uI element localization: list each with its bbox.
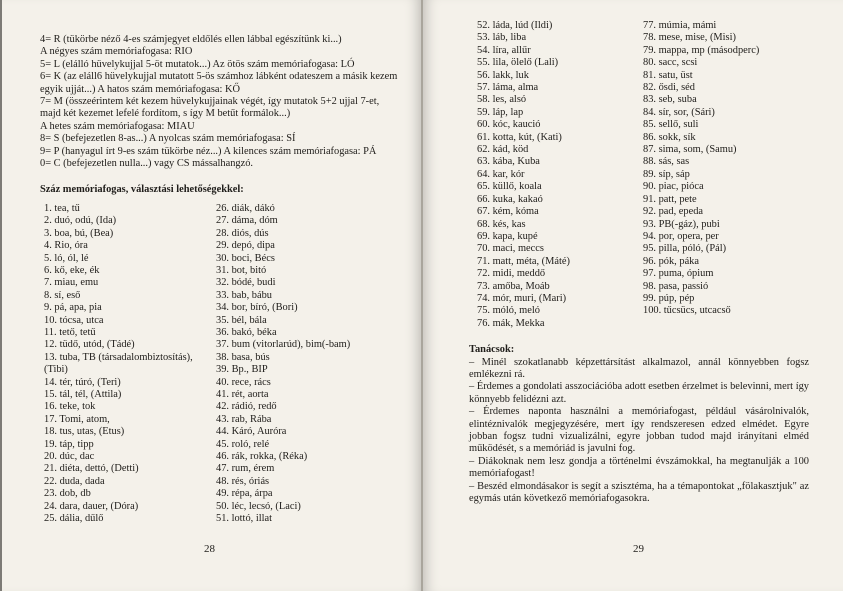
tip-paragraph: – Diákoknak nem lesz gondja a történelmi évszámokkal, ha megtanulják a 100 memóriafogast! [469, 455, 809, 480]
list-item: 57. láma, alma [477, 82, 539, 94]
list-item: 44. Káró, Auróra [216, 426, 287, 438]
list-item: 75. móló, meló [477, 305, 540, 317]
list-item: 99. púp, pép [643, 292, 695, 304]
intro-line: 8= S (befejezetlen 8-as...) A nyolcas szám memóriafogasa: SÍ [40, 133, 296, 145]
list-item: 55. lila, ölelő (Lali) [477, 57, 559, 69]
list-item: 42. rádió, redő [216, 401, 277, 413]
list-item: 29. depó, dipa [216, 240, 275, 252]
list-item: 11. tető, tetű [44, 326, 96, 338]
list-item: 18. tus, utas, (Etus) [44, 426, 125, 438]
left-page [2, 0, 421, 591]
list-item: 32. bódé, budi [216, 277, 276, 289]
list-item: 38. basa, bús [216, 351, 270, 363]
list-item: 83. seb, suba [643, 94, 697, 106]
list-item: 81. satu, üst [643, 69, 693, 81]
list-item: 59. láp, lap [477, 106, 524, 118]
list-item: 40. rece, rács [216, 376, 271, 388]
list-item: 13. tuba, TB (társadalombiztosítás), [44, 351, 193, 363]
hundred-list-left [40, 203, 399, 526]
list-item: 16. teke, tok [44, 401, 96, 413]
list-item: 39. Bp., BIP [216, 364, 268, 376]
list-item: 77. múmia, mámi [643, 20, 717, 31]
list-item: 31. bot, bitó [216, 264, 267, 276]
intro-line: A hetes szám memóriafogasa: MIAU [40, 120, 195, 132]
list-item: 19. táp, tipp [44, 438, 94, 450]
list-item: 88. sás, sas [643, 156, 690, 168]
list-item: 56. lakk, luk [477, 69, 529, 81]
list-item: 21. diéta, dettó, (Detti) [44, 463, 139, 475]
list-item: 98. pasa, passió [643, 280, 709, 292]
list-item: 73. amőba, Moáb [477, 280, 550, 292]
tip-paragraph: – Érdemes naponta használni a memóriafogast, például vásárolnivalók, elintéznivalók megjegyzésére, mert így rendszeresen edzed elmédet. Egyre jobban fogsz tudni vizualizálni, egyre jobban tudod majd irányítani elméd működését, s a memóriád is javulni fog. [469, 406, 809, 455]
list-item: 84. sír, sor, (Sári) [643, 106, 715, 118]
list-item: 33. bab, bábu [216, 289, 272, 301]
list-item: 49. répa, árpa [216, 488, 273, 500]
list-item: 71. matt, méta, (Máté) [477, 255, 570, 267]
list-item: 1. tea, tű [44, 202, 80, 214]
list-item: 50. léc, lecsó, (Laci) [216, 500, 301, 512]
list-item: 3. boa, bú, (Bea) [44, 227, 114, 239]
list-item: 96. pók, páka [643, 255, 699, 267]
list-item: 45. roló, relé [216, 438, 270, 450]
list-item: 86. sokk, sík [643, 131, 696, 143]
list-item: 93. PB(-gáz), pubi [643, 218, 720, 230]
list-item: 76. mák, Mekka [477, 317, 545, 329]
list-heading: Száz memóriafogas, választási lehetőségekkel: [40, 184, 244, 196]
list-item: 82. ősdi, séd [643, 82, 695, 94]
list-item: 80. sacc, scsi [643, 57, 698, 69]
list-item: 52. láda, lúd (Ildi) [477, 20, 553, 31]
list-item: 87. sima, som, (Samu) [643, 144, 737, 156]
list-item: 64. kar, kór [477, 168, 525, 180]
list-item: 69. kapa, kupé [477, 230, 538, 242]
intro-line: 7= M (összeérintem két kezem hüvelykujjainak végét, így mutatok 5+2 ujjal 7-et, majd két kezemet lefelé fordítom, s így M betűt formálok...) [40, 96, 380, 120]
list-item: 85. sellő, suli [643, 119, 699, 131]
list-item: 23. dob, db [44, 488, 91, 500]
list-item: (Tibi) [44, 364, 68, 376]
list-item: 60. kóc, kaució [477, 119, 541, 131]
intro-line: 5= L (elálló hüvelykujjal 5-öt mutatok...) Az ötös szám memóriafogasa: LÓ [40, 58, 355, 70]
list-item: 48. rés, óriás [216, 475, 270, 487]
list-item: 36. bakó, béka [216, 326, 277, 338]
intro-line: 0= C (befejezetlen nulla...) vagy CS mássalhangzó. [40, 158, 254, 170]
list-item: 94. por, opera, per [643, 230, 719, 242]
list-item: 25. dália, dűlő [44, 513, 104, 525]
tip-paragraph: – Minél szokatlanabb képzettársítást alkalmazol, annál könnyebben fogsz emlékezni rá. [469, 356, 809, 380]
list-item: 37. bum (vitorlarúd), bim(-bam) [216, 339, 351, 351]
list-item: 92. pad, epeda [643, 206, 704, 218]
list-item: 54. líra, allűr [477, 44, 531, 56]
page-number: 29 [633, 542, 644, 555]
list-item: 65. küllő, koala [477, 181, 542, 193]
tips-section [469, 357, 809, 506]
intro-line: 6= K (az eláll6 hüvelykujjal mutatott 5-ös számhoz lábként odateszem a másik kezem egyik ujját...) A hatos szám memóriafogasa: KŐ [40, 71, 398, 95]
list-item: 12. tüdő, utód, (Tádé) [44, 339, 135, 351]
list-item: 100. tűcsücs, utcacső [643, 305, 731, 317]
list-item: 68. kés, kas [477, 218, 526, 230]
right-page [423, 0, 843, 591]
list-item: 72. midi, meddő [477, 268, 546, 280]
list-item: 4. Rio, óra [44, 240, 88, 252]
intro-text [40, 34, 399, 170]
list-column [469, 20, 643, 330]
list-item: 7. miau, emu [44, 277, 99, 289]
list-item: 5. ló, ól, lé [44, 252, 89, 264]
list-item: 47. rum, érem [216, 463, 275, 475]
tip-paragraph: – Érdemes a gondolati asszociációba adott esetben érzelmet is belevinni, mert így könnyebb felidézni azt. [469, 381, 809, 405]
list-item: 62. kád, köd [477, 144, 529, 156]
list-item: 43. rab, Rába [216, 413, 272, 425]
list-item: 46. rák, rokka, (Réka) [216, 451, 308, 462]
list-item: 78. mese, mise, (Misi) [643, 32, 736, 44]
list-item: 28. diós, dús [216, 227, 269, 239]
list-item: 90. piac, pióca [643, 181, 704, 193]
list-item: 70. maci, meccs [477, 243, 544, 255]
list-item: 26. diák, dákó [216, 202, 275, 214]
list-item: 9. pá, apa, pia [44, 302, 102, 314]
list-item: 6. kő, eke, ék [44, 264, 100, 276]
list-item: 30. boci, Bécs [216, 252, 275, 264]
list-item: 51. lottó, illat [216, 513, 272, 525]
list-item: 67. kém, kóma [477, 206, 539, 218]
list-item: 95. pilla, póló, (Pál) [643, 243, 727, 255]
list-item: 14. tér, túró, (Teri) [44, 376, 121, 388]
list-item: 8. sí, eső [44, 289, 81, 301]
list-item: 35. bél, bála [216, 314, 267, 326]
list-item: 27. dáma, dóm [216, 215, 278, 227]
intro-line: 9= P (hanyagul írt 9-es szám tükörbe néz...) A kilences szám memóriafogasa: PÁ [40, 145, 377, 157]
list-item: 97. puma, ópium [643, 268, 714, 280]
list-item: 41. rét, aorta [216, 388, 269, 400]
list-item: 34. bor, bíró, (Bori) [216, 302, 298, 314]
intro-line: 4= R (tükörbe néző 4-es számjegyet eldőlés ellen lábbal egészítünk ki...) [40, 34, 342, 45]
list-item: 61. kotta, kút, (Kati) [477, 131, 562, 143]
list-item: 63. kába, Kuba [477, 156, 540, 168]
list-item: 58. les, alsó [477, 94, 527, 106]
list-column [216, 203, 386, 526]
list-column [643, 20, 803, 330]
list-item: 17. Tomi, atom, [44, 413, 110, 425]
intro-line: A négyes szám memóriafogasa: RIO [40, 46, 193, 58]
tips-heading: Tanácsok: [469, 344, 515, 356]
list-item: 53. láb, liba [477, 32, 527, 44]
list-item: 22. duda, dada [44, 475, 105, 487]
list-item: 24. dara, dauer, (Dóra) [44, 500, 139, 512]
page-number: 28 [204, 542, 215, 555]
list-item: 89. síp, sáp [643, 168, 690, 180]
list-item: 20. dúc, dac [44, 451, 95, 462]
tip-paragraph: – Beszéd elmondásakor is segít a szisztéma, ha a témapontokat „fölakasztjuk" az egymás után következő memóriafogasokra. [469, 480, 809, 505]
list-item: 79. mappa, mp (másodperc) [643, 44, 760, 56]
list-item: 15. tál, tél, (Attila) [44, 388, 122, 400]
list-item: 91. patt, pete [643, 193, 697, 205]
hundred-list-right [469, 20, 813, 330]
list-item: 66. kuka, kakaó [477, 193, 543, 205]
list-item: 74. mór, muri, (Mari) [477, 292, 567, 304]
list-column [40, 203, 216, 526]
list-item: 10. tócsa, utca [44, 314, 104, 326]
list-item: 2. duó, odú, (Ida) [44, 215, 117, 227]
